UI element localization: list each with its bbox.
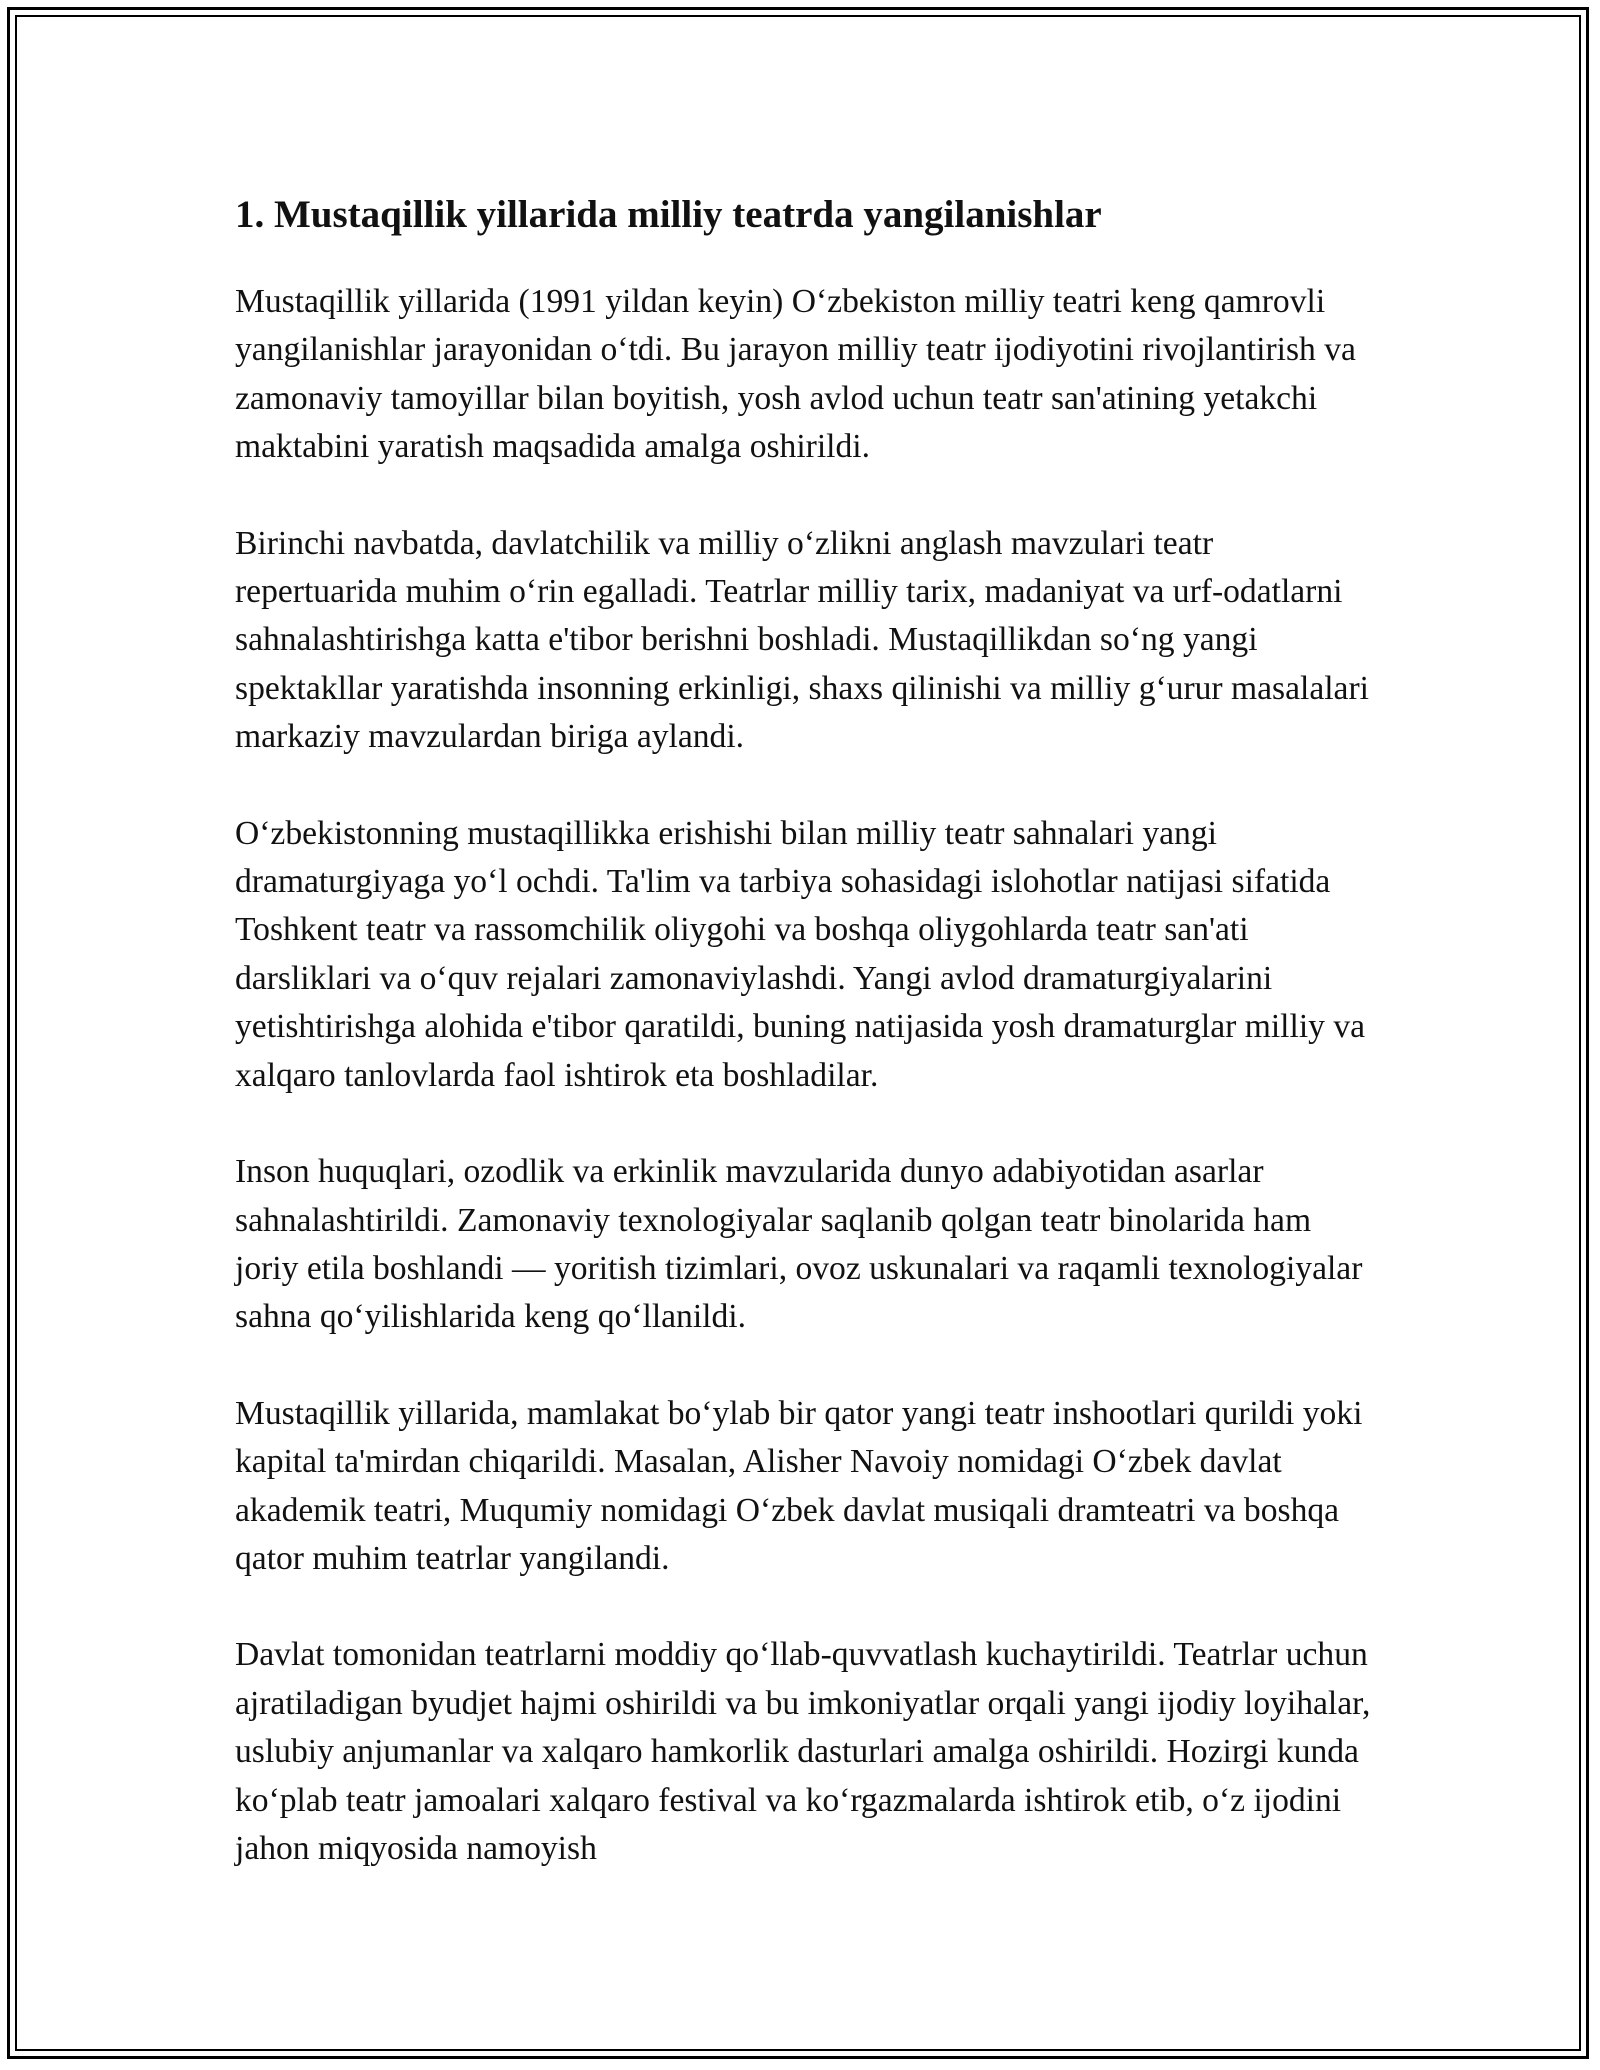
paragraph-2: Birinchi navbatda, davlatchilik va milliy o‘zlikni anglash mavzulari teatr repertuarida muhim o‘rin egalladi. Teatrlar milliy tarix, madaniyat va urf-odatlarni sahnalashtirishga katta e'tibor berishni boshladi. Mustaqillikdan so‘ng yangi spektakllar yaratishda insonning erkinligi, shaxs qilinishi va milliy g‘urur masalalari markaziy mavzulardan biriga aylandi. — [235, 524, 1369, 756]
paragraph-3: O‘zbekistonning mustaqillikka erishishi bilan milliy teatr sahnalari yangi dramaturgiyaga yo‘l ochdi. Ta'lim va tarbiya sohasidagi islohotlar natijasi sifatida Toshkent teatr va rassomchilik oliygohi va boshqa oliygohlarda teatr san'ati darsliklari va o‘quv rejalari zamonaviylashdi. Yangi avlod dramaturgiyalarini yetishtirishga alohida e'tibor qaratildi, buning natijasida yosh dramaturglar milliy va xalqaro tanlovlarda faol ishtirok eta boshladilar. — [235, 814, 1366, 1094]
paragraph-6: Davlat tomonidan teatrlarni moddiy qo‘llab-quvvatlash kuchaytirildi. Teatrlar uchun ajratiladigan byudjet hajmi oshirildi va bu imkoniyatlar orqali yangi ijodiy loyihalar, uslubiy anjumanlar va xalqaro hamkorlik dasturlari amalga oshirildi. Hozirgi kunda ko‘plab teatr jamoalari xalqaro festival va ko‘rgazmalarda ishtirok etib, o‘z ijodini jahon miqyosida namoyish — [235, 1636, 1371, 1867]
section-heading: 1. Mustaqillik yillarida milliy teatrda yangilanishlar — [235, 193, 1102, 236]
document-body — [235, 188, 1375, 1921]
paragraph-4: Inson huquqlari, ozodlik va erkinlik mavzularida dunyo adabiyotidan asarlar sahnalashtirildi. Zamonaviy texnologiyalar saqlanib qolgan teatr binolarida ham joriy etila boshlandi — yoritish tizimlari, ovoz uskunalari va raqamli texnologiyalar sahna qo‘yilishlarida keng qo‘llanildi. — [235, 1153, 1363, 1336]
paragraph-5: Mustaqillik yillarida, mamlakat bo‘ylab bir qator yangi teatr inshootlari qurildi yoki kapital ta'mirdan chiqarildi. Masalan, Alisher Navoiy nomidagi O‘zbek davlat akademik teatri, Muqumiy nomidagi O‘zbek davlat musiqali dramteatri va boshqa qator muhim teatrlar yangilandi. — [235, 1394, 1363, 1577]
paragraph-1: Mustaqillik yillarida (1991 yildan keyin) O‘zbekiston milliy teatri keng qamrovli yangilanishlar jarayonidan o‘tdi. Bu jarayon milliy teatr ijodiyotini rivojlantirish va zamonaviy tamoyillar bilan boyitish, yosh avlod uchun teatr san'atining yetakchi maktabini yaratish maqsadida amalga oshirildi. — [235, 283, 1356, 466]
